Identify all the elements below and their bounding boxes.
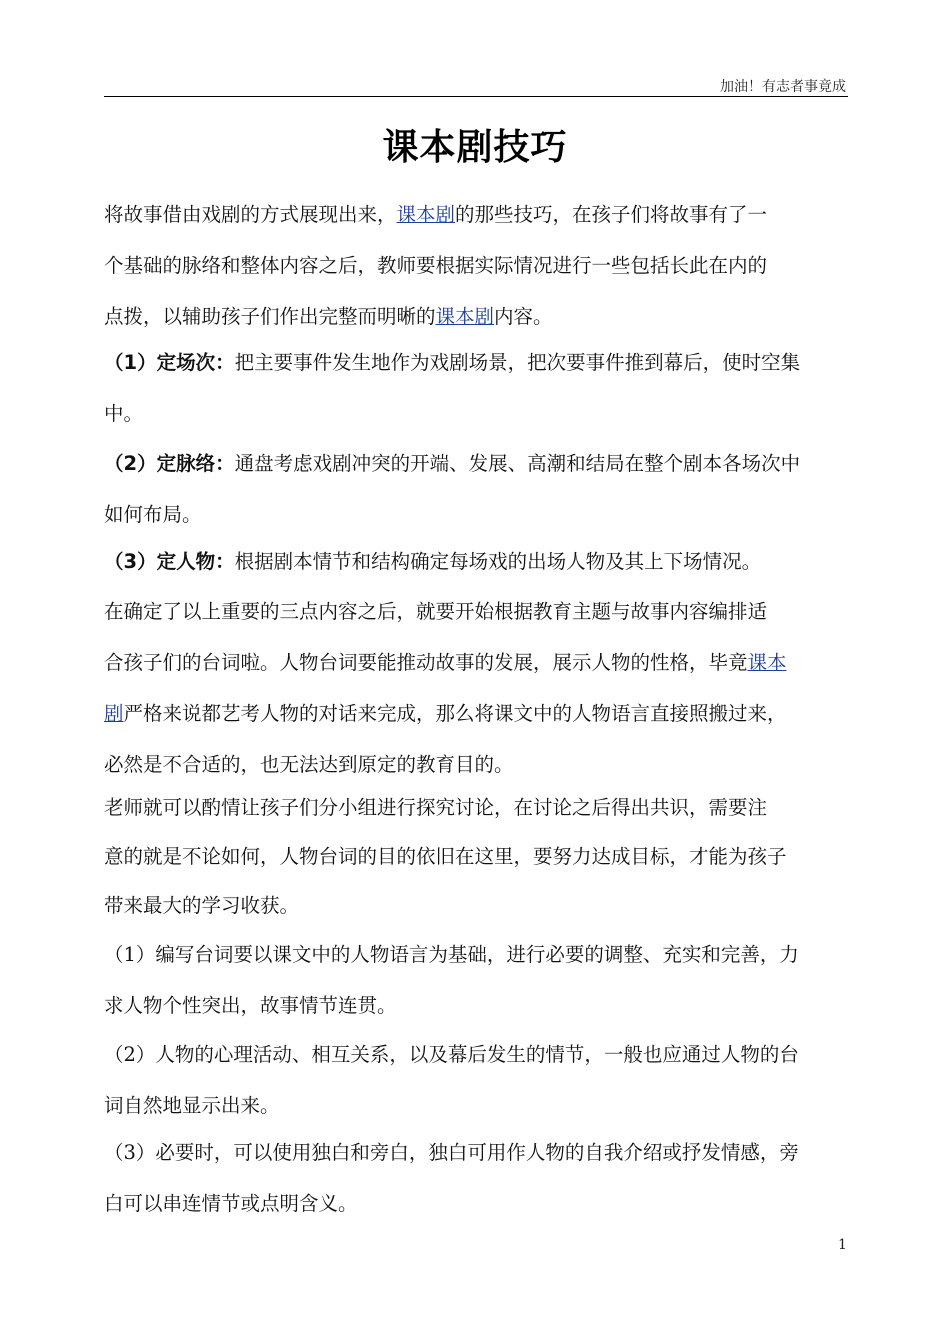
text-line: 个基础的脉络和整体内容之后，教师要根据实际情况进行一些包括长此在内的 — [104, 254, 768, 277]
text-line — [104, 351, 850, 375]
rule-3-paragraph — [104, 1141, 850, 1216]
document-title: 课本剧技巧 — [382, 127, 568, 168]
kebenju-link[interactable]: 课本剧 — [396, 203, 456, 226]
page-header — [104, 74, 848, 97]
text-line: 老师就可以酌情让孩子们分小组进行探究讨论，在讨论之后得出共识，需要注 — [104, 796, 768, 819]
text-line: （2）人物的心理活动、相互关系，以及幕后发生的情节，一般也应通过人物的台 — [104, 1043, 799, 1066]
discussion-paragraph — [104, 796, 850, 918]
tip-label: （2）定脉络： — [104, 452, 235, 475]
kebenju-link[interactable]: 课本剧 — [435, 305, 495, 328]
text-line: 如何布局。 — [104, 503, 202, 526]
text-line: 在确定了以上重要的三点内容之后，就要开始根据教育主题与故事内容编排适 — [104, 600, 768, 623]
text-line: 白可以串连情节或点明含义。 — [104, 1192, 358, 1215]
text-segment: 合孩子们的台词啦。人物台词要能推动故事的发展，展示人物的性格，毕竟 — [104, 651, 748, 674]
text-segment: 把主要事件发生地作为戏剧场景，把次要事件推到幕后，使时空集 — [234, 351, 801, 374]
text-line: （3）必要时，可以使用独白和旁白，独白可用作人物的自我介绍或抒发情感，旁 — [104, 1141, 799, 1164]
text-line — [104, 651, 850, 675]
text-line: 意的就是不论如何，人物台词的目的依旧在这里，要努力达成目标，才能为孩子 — [104, 845, 787, 868]
text-segment: 严格来说都艺考人物的对话来完成，那么将课文中的人物语言直接照搬过来， — [123, 702, 787, 725]
dialogue-paragraph — [104, 600, 850, 777]
tip-character-paragraph — [104, 550, 850, 574]
text-segment: 通盘考虑戏剧冲突的开端、发展、高潮和结局在整个剧本各场次中 — [234, 452, 801, 475]
text-line — [104, 305, 850, 329]
rule-1-paragraph — [104, 943, 850, 1018]
page-number: 1 — [838, 1237, 847, 1253]
text-line — [104, 550, 850, 574]
intro-paragraph — [104, 203, 850, 329]
text-segment: 将故事借由戏剧的方式展现出来， — [104, 203, 397, 226]
text-line: 求人物个性突出，故事情节连贯。 — [104, 994, 397, 1017]
kebenju-link[interactable]: 课本 — [747, 651, 787, 674]
kebenju-link[interactable]: 剧 — [104, 702, 124, 725]
text-line: 必然是不合适的，也无法达到原定的教育目的。 — [104, 753, 514, 776]
header-motto: 加油！有志者事竟成 — [720, 79, 846, 95]
text-segment: 内容。 — [494, 305, 553, 328]
tip-label: （1）定场次： — [104, 351, 235, 374]
text-segment: 点拨，以辅助孩子们作出完整而明晰的 — [104, 305, 436, 328]
text-line — [104, 203, 850, 227]
rule-2-paragraph — [104, 1043, 850, 1118]
text-segment: 根据剧本情节和结构确定每场戏的出场人物及其上下场情况。 — [234, 550, 762, 573]
text-line — [104, 702, 850, 726]
text-line: 带来最大的学习收获。 — [104, 894, 300, 917]
tip-scene-paragraph — [104, 351, 850, 426]
text-line: 中。 — [104, 402, 144, 425]
text-segment: 的那些技巧，在孩子们将故事有了一 — [455, 203, 768, 226]
text-line: （1）编写台词要以课文中的人物语言为基础，进行必要的调整、充实和完善，力 — [104, 943, 799, 966]
tip-structure-paragraph — [104, 452, 850, 527]
tip-label: （3）定人物： — [104, 550, 235, 573]
text-line: 词自然地显示出来。 — [104, 1094, 280, 1117]
text-line — [104, 452, 850, 476]
